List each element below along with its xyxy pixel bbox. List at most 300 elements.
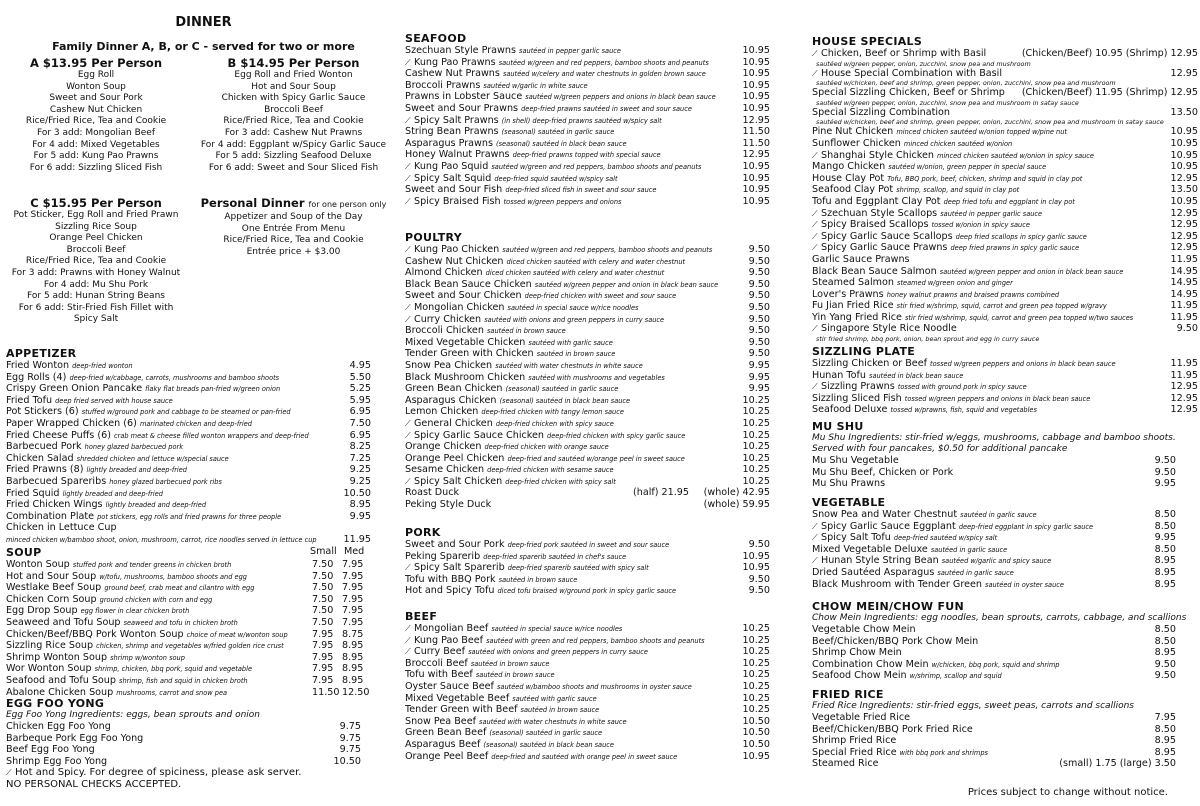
item-desc: deep-fried sliced fish in sweet and sour sauce: [505, 186, 657, 195]
item-name: Shrimp Fried Rice: [812, 735, 897, 747]
item-desc: tossed w/prawns, fish, squid and vegetables: [890, 406, 1037, 415]
item-name: House Clay Pot: [812, 172, 885, 184]
menu-item: [6, 499, 371, 511]
item-name: Kung Pao Prawns: [414, 56, 496, 68]
menu-item: [812, 370, 1198, 382]
menu-item: [812, 659, 1176, 671]
item-name: Barbecued Pork: [6, 441, 82, 453]
item-name: Wor Wonton Soup: [6, 663, 92, 675]
menu-item: [405, 126, 770, 138]
footer-note: Prices subject to change without notice.: [967, 787, 1168, 798]
chili-icon: ⟋: [405, 418, 411, 428]
item-name: Oyster Sauce Beef: [405, 680, 494, 692]
item-desc: sautéed w/green and red peppers, bamboo shoots and peanuts: [498, 58, 709, 67]
menu-item: [405, 184, 770, 196]
menu-item: [405, 45, 770, 57]
item-price: 10.95: [740, 57, 770, 69]
item-desc: w/chicken, bbq pork, squid and shrimp: [931, 660, 1060, 669]
item-desc: sautéed in brown sauce: [475, 671, 555, 680]
menu-item: [405, 574, 770, 586]
mu-shu-section: [812, 420, 1198, 490]
mu-shu-note: Served with four pancakes, $0.50 for additional pancake: [812, 444, 1068, 454]
item-price: 10.95: [740, 91, 770, 103]
menu-item: [405, 91, 770, 103]
item-price-med: 7.95: [342, 559, 364, 570]
menu-item: [6, 383, 371, 395]
item-price: 10.95: [1168, 138, 1198, 150]
item-name: Special Fried Rice: [812, 746, 897, 758]
item-desc: deep-fried chicken with sweet and sour sauce: [524, 292, 677, 301]
dinner-item: Broccoli Beef: [66, 244, 126, 255]
dinner-item: For 4 add: Mu Shu Pork: [43, 279, 149, 290]
item-price: 9.75: [337, 744, 361, 756]
item-price-whole: (whole) 59.95: [701, 499, 770, 511]
egg-foo-yong-list: [6, 721, 401, 767]
item-desc: stir fried w/shrimp, squid, carrot and green pea topped w/two sauces: [905, 313, 1134, 322]
menu-item: [405, 716, 770, 728]
item-price: 12.95: [1168, 381, 1198, 393]
chili-icon: ⟋: [812, 220, 818, 230]
item-price: 9.50: [746, 348, 770, 360]
item-price: 7.95: [1152, 712, 1176, 724]
item-desc: honey walnut prawns and braised prawns combined: [886, 290, 1060, 299]
item-desc: pot stickers, egg rolls and fried prawns for three people: [97, 512, 282, 521]
item-price: 9.50: [746, 290, 770, 302]
item-name: Peking Style Duck: [405, 499, 492, 511]
menu-item: [405, 290, 770, 302]
item-price: 10.95: [740, 196, 770, 208]
item-price: 9.95: [746, 360, 770, 372]
menu-item: [405, 149, 770, 161]
mu-shu-ingredients: Mu Shu Ingredients: stir-fried w/eggs, mushrooms, cabbage and bamboo shoots.: [812, 433, 1176, 443]
beef-list: [405, 623, 770, 762]
item-desc: deep-fried chicken with spicy salt: [505, 477, 616, 486]
item-desc: deep-fried chicken with orange sauce: [484, 443, 609, 452]
menu-item: [812, 208, 1198, 220]
item-name: Fried Chicken Wings: [6, 499, 103, 511]
item-name: Fried Wonton: [6, 360, 70, 371]
item-desc: deep-fried sautéed w/spicy salt: [893, 534, 998, 543]
menu-item: [6, 721, 361, 733]
chili-icon: ⟋: [812, 150, 818, 160]
item-price-med: 7.95: [342, 582, 364, 594]
menu-item: [812, 532, 1176, 544]
item-name: Combination Plate: [6, 510, 95, 522]
chow-mein-list: [812, 624, 1198, 682]
menu-item: [6, 605, 401, 617]
menu-item: [6, 733, 361, 745]
menu-item: [405, 314, 770, 326]
item-price: 8.50: [1152, 509, 1176, 521]
dinner-item: Spicy Salt: [73, 314, 119, 325]
menu-item: [405, 161, 770, 173]
menu-item: [812, 381, 1198, 393]
item-price: 4.95: [347, 360, 371, 372]
hot-note-text: Hot and Spicy. For degree of spiciness, please ask server.: [15, 767, 302, 779]
menu-item: [405, 302, 770, 314]
item-price-med: 12.50: [342, 686, 370, 698]
menu-item: [6, 652, 401, 664]
item-desc: deep-fried chicken with tangy lemon sauce: [481, 408, 624, 417]
menu-item: [812, 138, 1198, 150]
menu-item: [6, 406, 371, 418]
item-price: 12.95: [740, 149, 770, 161]
item-name: Asparagus Beef: [405, 738, 481, 750]
menu-item: [812, 735, 1176, 747]
item-name: Steamed Rice: [812, 758, 879, 770]
menu-item: [6, 571, 401, 583]
item-price: 10.95: [740, 161, 770, 173]
item-price-small: 11.50: [312, 686, 340, 698]
menu-item: [405, 279, 770, 291]
menu-item: [405, 585, 770, 597]
chili-icon: ⟋: [812, 243, 818, 253]
item-name: Broccoli Prawns: [405, 79, 481, 91]
item-name: Barbecued Spareribs: [6, 475, 107, 487]
dinner-section: [6, 16, 401, 336]
item-price: 9.95: [1152, 478, 1176, 490]
item-price: 12.95: [740, 115, 770, 127]
item-name: Steamed Salmon: [812, 277, 894, 289]
item-name: Black Mushroom with Tender Green: [812, 578, 982, 590]
item-desc: mushrooms, carrot and snow pea: [116, 688, 228, 697]
item-name: Spicy Garlic Sauce Scallops: [821, 230, 953, 242]
menu-item: [812, 87, 1198, 99]
house-specials-combos: [812, 48, 1198, 126]
item-price: 11.95: [1168, 358, 1198, 370]
chili-icon: ⟋: [405, 314, 411, 324]
item-desc: deep-fried chicken with sesame sauce: [487, 466, 614, 475]
item-desc: sautéed in brown sauce: [486, 327, 566, 336]
dinner-b-items: [191, 70, 396, 174]
menu-item: [812, 636, 1176, 648]
item-desc: ground beef, crab meat and cilantro with egg: [104, 584, 255, 593]
menu-item: [6, 372, 371, 384]
item-price-med: 7.95: [342, 593, 364, 605]
beef-section: [405, 610, 770, 762]
egg-foo-yong-section: [6, 697, 401, 791]
item-price: (small) 1.75 (large) 3.50: [1056, 758, 1176, 770]
item-name: Sizzling Prawns: [821, 381, 895, 393]
item-price: 5.95: [347, 395, 371, 407]
vegetable-heading: VEGETABLE: [812, 496, 886, 509]
seafood-section: [405, 32, 770, 207]
item-desc: deep fried prawns in spicy garlic sauce: [950, 244, 1080, 253]
item-name: Seafood and Tofu Soup: [6, 674, 116, 686]
item-price: 13.50: [1168, 107, 1198, 119]
menu-item: [405, 348, 770, 360]
item-name: Beef/Chicken/BBQ Pork Fried Rice: [812, 723, 973, 735]
item-desc: w/tofu, mushrooms, bamboo shoots and egg: [99, 572, 247, 581]
item-desc: deep fried scallops in spicy garlic sauce: [955, 232, 1087, 241]
item-desc: (seasonal) sautéed in black bean sauce: [483, 740, 614, 749]
item-desc: deep-fried wonton: [72, 362, 133, 370]
item-name: Yin Yang Fried Rice: [812, 311, 902, 323]
item-price: 12.95: [1168, 68, 1198, 80]
menu-item: [405, 681, 770, 693]
item-price: 9.95: [746, 372, 770, 384]
item-desc: sautéed with water chestnuts in white sauce: [479, 717, 627, 726]
item-name: Black Mushroom Chicken: [405, 371, 526, 383]
menu-item: [812, 509, 1176, 521]
item-desc: tossed w/green peppers and onions: [503, 197, 622, 206]
family-dinner-heading: Family Dinner A, B, or C - served for two or more: [52, 40, 355, 53]
item-name: Orange Peel Chicken: [405, 452, 505, 464]
dinner-item: Egg Roll and Fried Wonton: [234, 70, 353, 80]
menu-item: [812, 184, 1198, 196]
appetizer-section: [6, 347, 401, 546]
item-desc: sautéed in black bean sauce: [869, 371, 964, 380]
item-name: Hunan Style String Bean: [821, 555, 939, 567]
menu-item: [812, 323, 1198, 335]
item-price-med: 8.95: [342, 663, 364, 675]
item-name: Mango Chicken: [812, 161, 886, 173]
item-price: 9.50: [746, 256, 770, 268]
item-price: 9.50: [746, 244, 770, 256]
item-desc: shrimp, chicken, bbq pork, squid and vegetable: [94, 665, 252, 674]
pork-list: [405, 539, 770, 597]
item-desc: deep-fried eggplant in spicy garlic sauce: [958, 522, 1094, 531]
chili-icon: ⟋: [405, 476, 411, 486]
item-name: Fried Tofu: [6, 394, 53, 406]
item-price-small: 7.50: [312, 605, 334, 617]
item-price-small: 7.50: [312, 616, 334, 628]
item-desc: steamed w/green onion and ginger: [897, 279, 1013, 288]
menu-item: [812, 161, 1198, 173]
item-name: Green Bean Chicken: [405, 383, 503, 395]
menu-item: [405, 658, 770, 670]
chili-icon: ⟋: [405, 635, 411, 645]
item-name: Curry Beef: [414, 646, 465, 658]
menu-item: [6, 522, 401, 534]
item-name: Broccoli Beef: [405, 657, 468, 669]
item-price: 10.95: [740, 45, 770, 57]
chili-icon: ⟋: [812, 556, 818, 566]
vegetable-list: [812, 509, 1198, 590]
item-price: 10.95: [1168, 196, 1198, 208]
mu-shu-list: [812, 455, 1198, 490]
item-name: Shanghai Style Chicken: [821, 149, 934, 161]
item-price-med: 7.95: [342, 605, 364, 617]
item-desc: tossed w/green peppers and onions in black bean sauce: [930, 360, 1116, 368]
dinner-c-items: [6, 210, 186, 326]
item-price-small: 7.95: [312, 628, 334, 640]
item-name: Mongolian Beef: [414, 623, 489, 634]
menu-item: [405, 693, 770, 705]
item-desc: tossed w/onion in spicy sauce: [931, 221, 1030, 230]
item-price: 10.25: [740, 476, 770, 488]
menu-item: [812, 312, 1198, 324]
item-price: 9.50: [746, 302, 770, 314]
item-desc: sautéed w/garlic in white sauce: [483, 81, 588, 90]
item-name: Roast Duck: [405, 487, 460, 499]
item-desc: sautéed w/bamboo shoots and mushrooms in oyster sauce: [497, 682, 692, 691]
dinner-title: DINNER: [175, 15, 232, 30]
menu-item: [812, 254, 1198, 266]
item-name: Tender Green with Chicken: [405, 348, 534, 360]
dinner-item: Sizzling Rice Soup: [55, 221, 137, 232]
menu-item: [812, 544, 1176, 556]
menu-item: [812, 358, 1198, 370]
item-name: Fu Jian Fried Rice: [812, 300, 894, 312]
item-name: Spicy Salt Squid: [414, 172, 492, 184]
item-desc: deep-fried pork sautéed in sweet and sour sauce: [507, 541, 670, 549]
menu-item: [405, 267, 770, 279]
item-desc: minced chicken w/bamboo shoot, onion, mushroom, carrot, rice noodles served in lettuce cup: [6, 535, 317, 544]
item-name: Sunflower Chicken: [812, 137, 901, 149]
appetizer-heading: APPETIZER: [6, 347, 77, 360]
item-price: (Chicken/Beef) 11.95 (Shrimp) 12.95: [1019, 87, 1198, 99]
item-name: Chicken/Beef/BBQ Pork Wonton Soup: [6, 628, 184, 640]
menu-item: [812, 467, 1176, 479]
egg-foo-yong-ingredients: Egg Foo Yong Ingredients: eggs, bean sprouts and onion: [6, 710, 260, 720]
item-name: Shrimp Egg Foo Yong: [6, 755, 108, 767]
chili-icon: ⟋: [812, 68, 818, 78]
chow-mein-section: [812, 600, 1198, 682]
item-price-small: 7.50: [312, 593, 334, 605]
item-name: Lover's Prawns: [812, 288, 884, 300]
item-name: Prawns in Lobster Sauce: [405, 91, 523, 103]
item-desc: stuffed pork and tender greens in chicken broth: [72, 561, 232, 569]
menu-item: [405, 372, 770, 384]
menu-item: [405, 80, 770, 92]
menu-item: [812, 624, 1176, 636]
item-name: Cashew Nut Prawns: [405, 68, 500, 80]
dinner-item: For 6 add: Stir-Fried Fish Fillet with: [18, 302, 174, 313]
dinner-item: Sweet and Sour Pork: [49, 93, 143, 104]
item-price-med: 8.95: [342, 674, 364, 686]
item-price-whole: (whole) 42.95: [701, 487, 770, 499]
sizzling-section: [812, 345, 1198, 416]
item-name: Orange Chicken: [405, 441, 482, 453]
item-desc: lightly breaded and deep-fried: [105, 501, 207, 510]
hot-spicy-note: [6, 767, 401, 779]
item-price: 10.50: [740, 739, 770, 751]
item-price: 10.25: [740, 693, 770, 705]
item-name: Asparagus Prawns: [405, 137, 493, 149]
item-name: Chicken, Beef or Shrimp with Basil: [821, 48, 987, 59]
item-name: Curry Chicken: [414, 313, 482, 325]
item-desc: sautéed in special sauce w/rice noodles: [491, 625, 623, 633]
item-price: 12.95: [1168, 173, 1198, 185]
item-price: 12.95: [1168, 242, 1198, 254]
menu-item: [812, 107, 1198, 119]
item-price: 8.95: [1152, 735, 1176, 747]
item-name: Combination Chow Mein: [812, 658, 929, 670]
item-name: Spicy Garlic Sauce Chicken: [414, 429, 544, 441]
item-name: Hot and Sour Soup: [6, 570, 97, 582]
menu-item: [405, 360, 770, 372]
chili-icon: ⟋: [405, 647, 411, 657]
item-name: Spicy Braised Scallops: [821, 219, 929, 231]
menu-item: [812, 48, 1198, 60]
soup-section: [6, 546, 401, 698]
item-desc: sautéed w/green and red peppers, bamboo shoots and peanuts: [502, 246, 713, 254]
poultry-list: [405, 244, 770, 487]
item-name: Kung Pao Chicken: [414, 244, 500, 255]
item-name: Garlic Sauce Prawns: [812, 253, 910, 265]
item-desc: deep-fried chicken with spicy garlic sauce: [547, 431, 686, 440]
menu-item: [405, 499, 770, 511]
item-desc: sautéed w/garlic and spicy sauce: [941, 557, 1052, 566]
item-name: Cashew Nut Chicken: [405, 255, 504, 267]
menu-item: [405, 115, 770, 127]
item-desc: sautéed with garlic sauce: [528, 338, 613, 347]
item-desc: sautéed in brown sauce: [498, 575, 578, 584]
dinner-item: For 3 add: Mongolian Beef: [36, 127, 156, 138]
item-name: Sweet and Sour Fish: [405, 184, 503, 196]
item-name: Spicy Salt Chicken: [414, 475, 503, 487]
dinner-item: Appetizer and Soup of the Day: [224, 212, 363, 222]
item-price-small: 7.50: [312, 570, 334, 582]
item-price-half: (half) 21.95: [633, 487, 690, 499]
item-price-med: 8.95: [342, 640, 364, 652]
item-price-small: 7.50: [312, 559, 334, 570]
item-desc: (seasonal) sautéed in garlic sauce: [505, 385, 619, 394]
menu-item: [6, 675, 401, 687]
item-price: 10.25: [740, 406, 770, 418]
fried-rice-heading: FRIED RICE: [812, 688, 884, 701]
menu-item: [812, 455, 1176, 467]
item-price: 11.50: [740, 126, 770, 138]
item-price: 10.95: [740, 184, 770, 196]
item-name: Seafood Clay Pot: [812, 184, 894, 196]
chili-icon: ⟋: [812, 208, 818, 218]
item-name: Sweet and Sour Pork: [405, 539, 505, 550]
chili-icon: ⟋: [812, 231, 818, 241]
item-name: Sizzling Chicken or Beef: [812, 358, 927, 369]
item-price: (Chicken/Beef) 10.95 (Shrimp) 12.95: [1019, 48, 1198, 60]
item-name: Orange Peel Beef: [405, 750, 489, 762]
item-price: 10.50: [341, 488, 371, 500]
item-price-small: 7.50: [312, 582, 334, 594]
item-price: 8.50: [1152, 544, 1176, 556]
item-name: Dried Sautéed Asparagus: [812, 566, 935, 578]
item-name: Broccoli Chicken: [405, 325, 484, 337]
item-price-small: 7.95: [312, 651, 334, 663]
chili-icon: ⟋: [405, 245, 411, 254]
item-name: House Special Combination with Basil: [821, 67, 1002, 79]
item-price: 10.50: [740, 727, 770, 739]
chili-icon: ⟋: [405, 563, 411, 573]
menu-item: [812, 724, 1176, 736]
dinner-item: For 4 add: Mixed Vegetables: [32, 139, 160, 150]
item-desc: sautéed with mushrooms and vegetables: [528, 373, 665, 382]
item-price-med: 8.95: [342, 651, 364, 663]
menu-item: [6, 488, 371, 500]
item-name: Spicy Salt Prawns: [414, 114, 499, 126]
item-price: 13.50: [1168, 184, 1198, 196]
item-name: Shrimp Wonton Soup: [6, 651, 108, 663]
egg-foo-yong-heading: EGG FOO YONG: [6, 697, 105, 710]
dinner-item: Entrée price + $3.00: [246, 246, 341, 257]
item-desc: Tofu, BBQ pork, beef, chicken, shrimp and squid in clay pot: [887, 174, 1083, 183]
item-name: Egg Drop Soup: [6, 605, 78, 617]
item-price: 14.95: [1168, 266, 1198, 278]
fried-rice-list: [812, 712, 1198, 758]
menu-item: [405, 623, 770, 635]
item-price: 5.50: [347, 372, 371, 384]
item-price: 11.95: [1168, 312, 1198, 324]
item-desc: seaweed and tofu in chicken broth: [123, 618, 238, 627]
singapore-desc: stir fried shrimp, bbq pork, onion, bean sprout and egg in curry sauce: [816, 335, 1040, 344]
item-name: Szechuan Style Scallops: [821, 207, 938, 219]
item-desc: sautéed in brown sauce: [520, 706, 600, 715]
item-name: Fried Cheese Puffs (6): [6, 429, 111, 441]
item-desc: (seasonal) sautéed in black bean sauce: [496, 139, 627, 148]
item-desc: deep-fried prawns sautéed in sweet and sour sauce: [521, 104, 692, 113]
item-desc: stir fried w/shrimp, squid, carrot and green pea topped w/gravy: [896, 302, 1107, 311]
